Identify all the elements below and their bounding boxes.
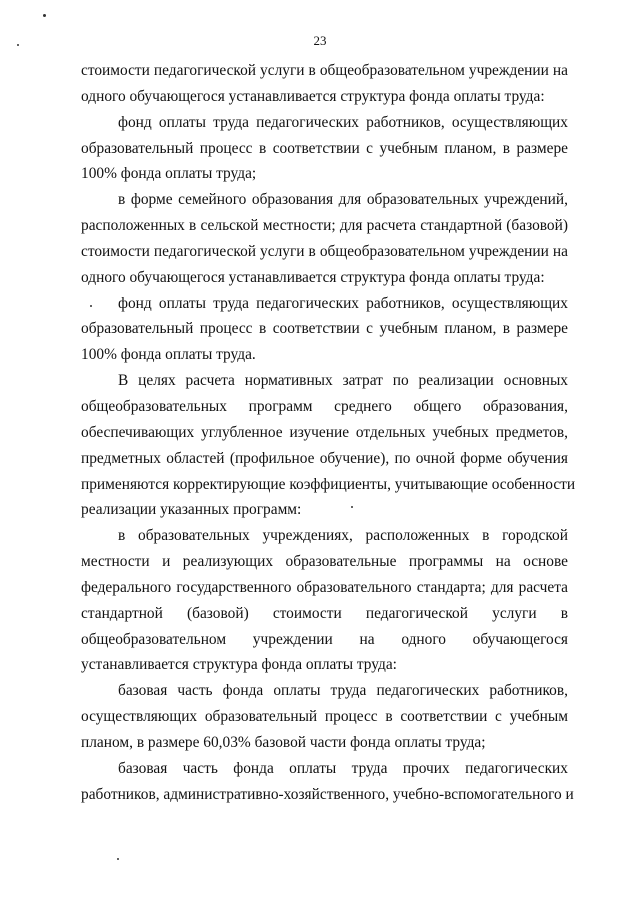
text-line: В целях расчета нормативных затрат по реализации основных [118, 372, 568, 390]
text-line: устанавливается структура фонда оплаты труда: [81, 656, 397, 674]
text-line: федерального государственного образовательного стандарта; для расчета [81, 578, 568, 596]
text-line: фонд оплаты труда педагогических работников, осуществляющих [118, 113, 568, 131]
text-line: одного обучающегося устанавливается структура фонда оплаты труда: [81, 268, 545, 286]
text-line: фонд оплаты труда педагогических работников, осуществляющих [118, 294, 568, 312]
text-line: базовая часть фонда оплаты труда педагогических работников, [118, 682, 568, 700]
text-line: работников, административно-хозяйственного, учебно-вспомогательного и [81, 785, 574, 803]
text-line: осуществляющих образовательный процесс в соответствии с учебным [81, 708, 568, 726]
body-text [81, 58, 576, 807]
text-line: планом, в размере 60,03% базовой части фонда оплаты труда; [81, 733, 486, 751]
text-line: расположенных в сельской местности; для расчета стандартной (базовой) [81, 217, 568, 235]
text-line: стоимости педагогической услуги в общеобразовательном учреждении на [81, 62, 568, 79]
text-line: общеобразовательном учреждении на одного обучающегося [81, 630, 568, 648]
text-line: местности и реализующих образовательные программы на основе [81, 553, 568, 571]
text-line: базовая часть фонда оплаты труда прочих педагогических [118, 759, 568, 777]
text-line: стандартной (базовой) стоимости педагогической услуги в [81, 604, 568, 622]
page-number: 23 [313, 33, 327, 48]
text-line: 100% фонда оплаты труда. [81, 346, 256, 364]
scan-speck [43, 14, 46, 17]
text-line: в образовательных учреждениях, расположенных в городской [118, 527, 568, 545]
text-line: применяются корректирующие коэффициенты, учитывающие особенности [81, 475, 576, 493]
text-line: реализации указанных программ: [81, 501, 302, 519]
text-line: общеобразовательных программ среднего общего образования, [81, 397, 568, 415]
text-line: одного обучающегося устанавливается структура фонда оплаты труда: [81, 87, 545, 105]
text-line: в форме семейного образования для образовательных учреждений, [118, 191, 568, 209]
text-line: стоимости педагогической услуги в общеобразовательном учреждении на [81, 242, 568, 260]
text-line: образовательный процесс в соответствии с учебным планом, в размере [81, 320, 568, 338]
text-line: предметных областей (профильное обучение), по очной форме обучения [81, 449, 568, 467]
text-line: обеспечивающих углубленное изучение отдельных учебных предметов, [81, 423, 568, 441]
text-line: образовательный процесс в соответствии с учебным планом, в размере [81, 139, 568, 157]
scan-speck [117, 858, 119, 860]
text-line: 100% фонда оплаты труда; [81, 165, 257, 183]
